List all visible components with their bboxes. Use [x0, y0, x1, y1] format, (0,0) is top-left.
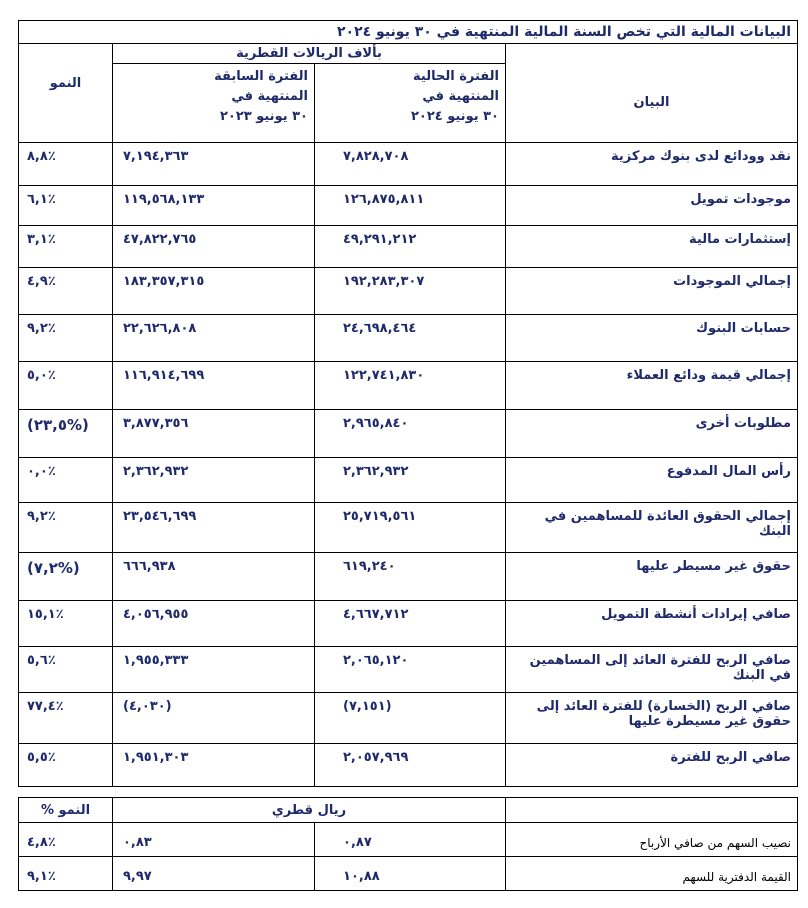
row-previous: ٣,٨٧٧,٣٥٦ — [113, 409, 315, 457]
table-row — [19, 409, 798, 457]
row-label: صافي الربح للفترة العائد إلى المساهمين في البنك — [506, 646, 798, 692]
table-row — [19, 457, 798, 502]
row-label: القيمة الدفترية للسهم — [506, 857, 798, 891]
column-header-previous: الفترة السابقة المنتهية في ٣٠ يونيو ٢٠٢٣ — [113, 64, 315, 143]
row-label: إجمالي قيمة ودائع العملاء — [506, 361, 798, 409]
table-row — [19, 600, 798, 646]
table-row — [19, 823, 798, 857]
row-label: صافي إيرادات أنشطة التمويل — [506, 600, 798, 646]
currency-label: ريال قطري — [113, 798, 506, 823]
row-previous: ١١٩,٥٦٨,١٣٣ — [113, 185, 315, 225]
row-label: صافي الربح للفترة — [506, 743, 798, 786]
table-row — [19, 743, 798, 786]
row-previous: ١,٩٥٥,٣٣٣ — [113, 646, 315, 692]
row-previous: ٤,٠٥٦,٩٥٥ — [113, 600, 315, 646]
per-share-table — [18, 797, 798, 891]
financial-data-table — [18, 20, 798, 787]
row-current: ١٠,٨٨ — [315, 857, 506, 891]
row-previous: ٢٢,٦٢٦,٨٠٨ — [113, 314, 315, 361]
row-growth: ٤,٩٪ — [19, 267, 113, 314]
row-label: حسابات البنوك — [506, 314, 798, 361]
row-previous: ١,٩٥١,٣٠٣ — [113, 743, 315, 786]
row-current: ٤,٦٦٧,٧١٢ — [315, 600, 506, 646]
row-current: ٢٤,٦٩٨,٤٦٤ — [315, 314, 506, 361]
table-row — [19, 646, 798, 692]
row-previous: ١١٦,٩١٤,٦٩٩ — [113, 361, 315, 409]
growth-percent-label: النمو % — [19, 798, 113, 823]
row-growth: ٥,٥٪ — [19, 743, 113, 786]
row-growth: ٩,٢٪ — [19, 502, 113, 552]
row-current: ١٩٢,٢٨٣,٣٠٧ — [315, 267, 506, 314]
row-current: (٧,١٥١) — [315, 692, 506, 743]
row-previous: ٦٦٦,٩٣٨ — [113, 552, 315, 600]
row-label: نقد وودائع لدى بنوك مركزية — [506, 142, 798, 185]
table-row — [19, 185, 798, 225]
unit-label: بألاف الريالات القطرية — [113, 44, 506, 64]
table-row — [19, 857, 798, 891]
row-previous: ٧,١٩٤,٣٦٣ — [113, 142, 315, 185]
row-current: ٢,٣٦٢,٩٣٢ — [315, 457, 506, 502]
row-label: إجمالي الموجودات — [506, 267, 798, 314]
row-current: ٦١٩,٢٤٠ — [315, 552, 506, 600]
table-row — [19, 142, 798, 185]
row-growth: ٩,١٪ — [19, 857, 113, 891]
row-growth: ٠,٠٪ — [19, 457, 113, 502]
row-growth: ٧٧,٤٪ — [19, 692, 113, 743]
row-growth: ١٥,١٪ — [19, 600, 113, 646]
row-growth: ٥,٠٪ — [19, 361, 113, 409]
row-growth: ٩,٢٪ — [19, 314, 113, 361]
row-growth: (٧,٢%) — [19, 552, 113, 600]
table-row — [19, 361, 798, 409]
table-row — [19, 225, 798, 267]
column-header-label: البيان — [506, 64, 798, 143]
row-growth: (٢٣,٥%) — [19, 409, 113, 457]
row-label: صافي الربح (الخسارة) للفترة العائد إلى حقوق غير مسيطرة عليها — [506, 692, 798, 743]
row-growth: ٥,٦٪ — [19, 646, 113, 692]
column-header-growth: النمو — [19, 64, 113, 143]
row-current: ١٢٦,٨٧٥,٨١١ — [315, 185, 506, 225]
row-current: ٢٥,٧١٩,٥٦١ — [315, 502, 506, 552]
row-label: موجودات تمويل — [506, 185, 798, 225]
row-label: حقوق غير مسيطر عليها — [506, 552, 798, 600]
row-label: مطلوبات أخرى — [506, 409, 798, 457]
row-growth: ٦,١٪ — [19, 185, 113, 225]
row-previous: ٢,٣٦٢,٩٣٢ — [113, 457, 315, 502]
row-previous: ٩,٩٧ — [113, 857, 315, 891]
row-current: ٠,٨٧ — [315, 823, 506, 857]
row-previous: ٢٣,٥٤٦,٦٩٩ — [113, 502, 315, 552]
table-row — [19, 267, 798, 314]
table-row — [19, 552, 798, 600]
row-current: ٢,٠٦٥,١٢٠ — [315, 646, 506, 692]
row-growth: ٤,٨٪ — [19, 823, 113, 857]
row-growth: ٨,٨٪ — [19, 142, 113, 185]
row-previous: (٤,٠٣٠) — [113, 692, 315, 743]
row-label: رأس المال المدفوع — [506, 457, 798, 502]
table-row — [19, 692, 798, 743]
table-row — [19, 502, 798, 552]
row-current: ١٢٢,٧٤١,٨٣٠ — [315, 361, 506, 409]
row-label: إستثمارات مالية — [506, 225, 798, 267]
row-growth: ٣,١٪ — [19, 225, 113, 267]
row-label: إجمالي الحقوق العائدة للمساهمين في البنك — [506, 502, 798, 552]
row-previous: ٠,٨٣ — [113, 823, 315, 857]
row-previous: ٤٧,٨٢٢,٧٦٥ — [113, 225, 315, 267]
row-current: ٧,٨٢٨,٧٠٨ — [315, 142, 506, 185]
column-header-current: الفترة الحالية المنتهية في ٣٠ يونيو ٢٠٢٤ — [315, 64, 506, 143]
table-title: البيانات المالية التي تخص السنة المالية المنتهية في ٣٠ يونيو ٢٠٢٤ — [19, 21, 798, 44]
table-row — [19, 314, 798, 361]
row-current: ٤٩,٢٩١,٢١٢ — [315, 225, 506, 267]
row-previous: ١٨٣,٣٥٧,٣١٥ — [113, 267, 315, 314]
row-label: نصيب السهم من صافي الأرباح — [506, 823, 798, 857]
row-current: ٢,٩٦٥,٨٤٠ — [315, 409, 506, 457]
row-current: ٢,٠٥٧,٩٦٩ — [315, 743, 506, 786]
